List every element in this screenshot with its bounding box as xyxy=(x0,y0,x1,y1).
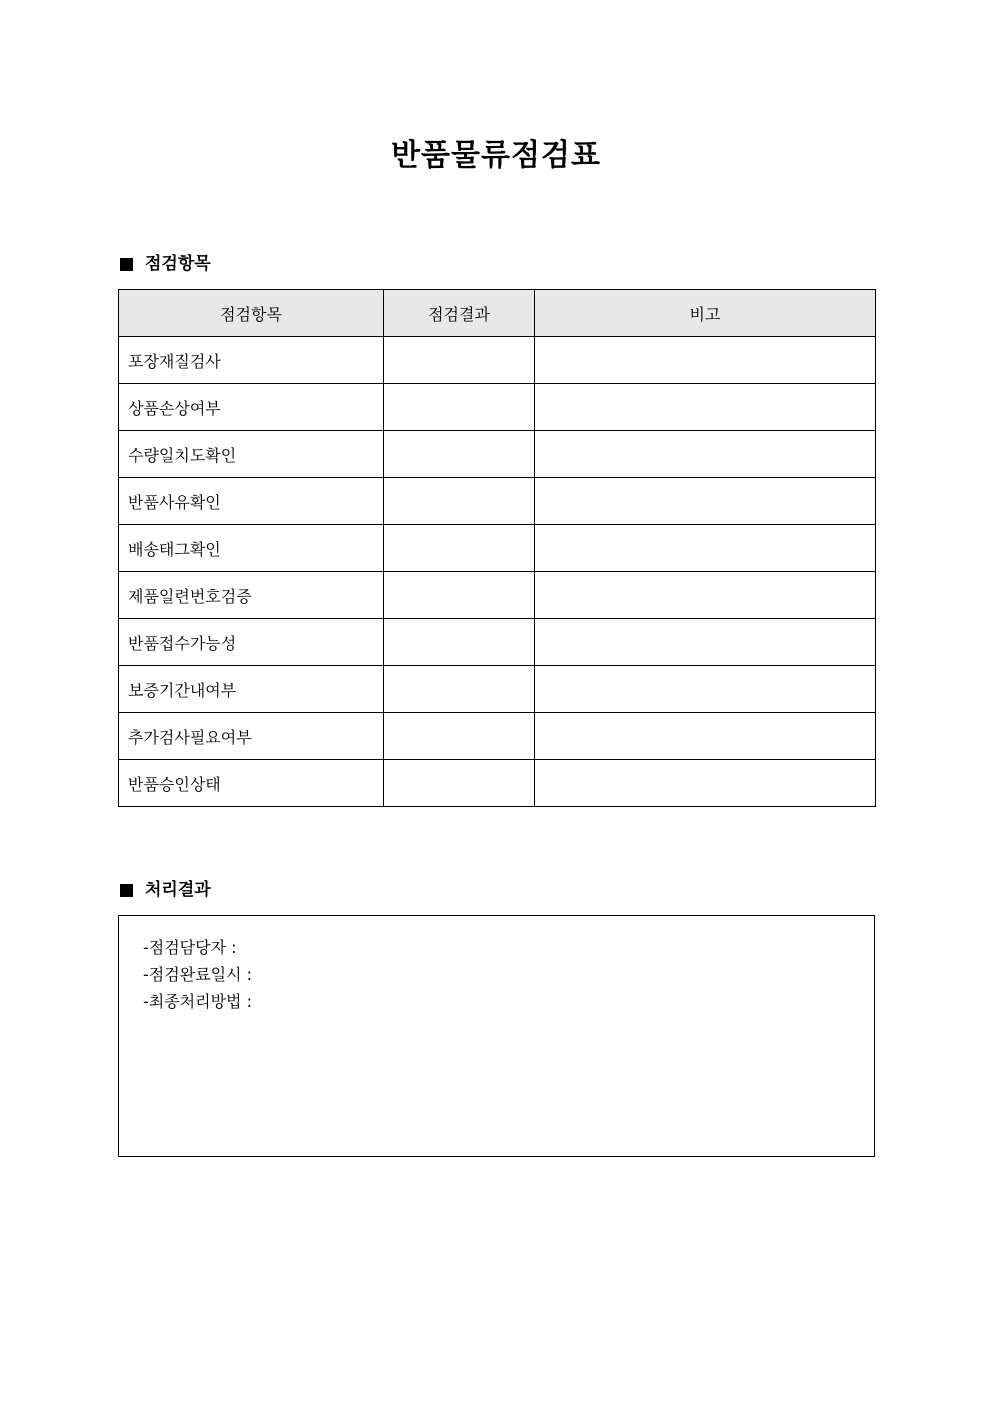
item-cell: 반품접수가능성 xyxy=(119,619,384,666)
table-row xyxy=(119,666,876,713)
table-row xyxy=(119,431,876,478)
note-cell[interactable] xyxy=(535,478,876,525)
section-heading-label: 점검항목 xyxy=(145,254,211,274)
item-cell: 수량일치도확인 xyxy=(119,431,384,478)
result-cell[interactable] xyxy=(384,619,535,666)
inspection-table xyxy=(118,289,876,807)
note-cell[interactable] xyxy=(535,384,876,431)
result-cell[interactable] xyxy=(384,525,535,572)
document-title: 반품물류점검표 xyxy=(391,138,601,173)
note-cell[interactable] xyxy=(535,431,876,478)
result-cell[interactable] xyxy=(384,384,535,431)
header-note: 비고 xyxy=(535,290,876,337)
item-cell: 제품일련번호검증 xyxy=(119,572,384,619)
result-line-final-method: -최종처리방법 : xyxy=(143,992,252,1011)
table-row xyxy=(119,572,876,619)
note-cell[interactable] xyxy=(535,337,876,384)
note-cell[interactable] xyxy=(535,666,876,713)
table-row xyxy=(119,337,876,384)
table-row xyxy=(119,713,876,760)
result-cell[interactable] xyxy=(384,478,535,525)
item-cell: 반품승인상태 xyxy=(119,760,384,807)
result-cell[interactable] xyxy=(384,572,535,619)
square-bullet-icon xyxy=(120,884,133,897)
result-cell[interactable] xyxy=(384,431,535,478)
result-cell[interactable] xyxy=(384,666,535,713)
item-cell: 추가검사필요여부 xyxy=(119,713,384,760)
result-line-inspector: -점검담당자 : xyxy=(143,938,237,957)
item-cell: 상품손상여부 xyxy=(119,384,384,431)
note-cell[interactable] xyxy=(535,760,876,807)
result-lines xyxy=(143,934,252,1015)
table-row xyxy=(119,619,876,666)
section-heading-inspection xyxy=(120,252,211,276)
header-result: 점검결과 xyxy=(384,290,535,337)
table-row xyxy=(119,478,876,525)
result-cell[interactable] xyxy=(384,337,535,384)
table-row xyxy=(119,760,876,807)
section-heading-label: 처리결과 xyxy=(145,880,211,900)
result-box[interactable] xyxy=(118,915,875,1157)
note-cell[interactable] xyxy=(535,619,876,666)
note-cell[interactable] xyxy=(535,572,876,619)
table-row xyxy=(119,384,876,431)
note-cell[interactable] xyxy=(535,713,876,760)
result-cell[interactable] xyxy=(384,760,535,807)
table-header-row xyxy=(119,290,876,337)
table-row xyxy=(119,525,876,572)
item-cell: 포장재질검사 xyxy=(119,337,384,384)
item-cell: 보증기간내여부 xyxy=(119,666,384,713)
square-bullet-icon xyxy=(120,258,133,271)
result-line-completion-datetime: -점검완료일시 : xyxy=(143,965,252,984)
result-cell[interactable] xyxy=(384,713,535,760)
header-item: 점검항목 xyxy=(119,290,384,337)
item-cell: 배송태그확인 xyxy=(119,525,384,572)
note-cell[interactable] xyxy=(535,525,876,572)
section-heading-result xyxy=(120,878,211,902)
item-cell: 반품사유확인 xyxy=(119,478,384,525)
